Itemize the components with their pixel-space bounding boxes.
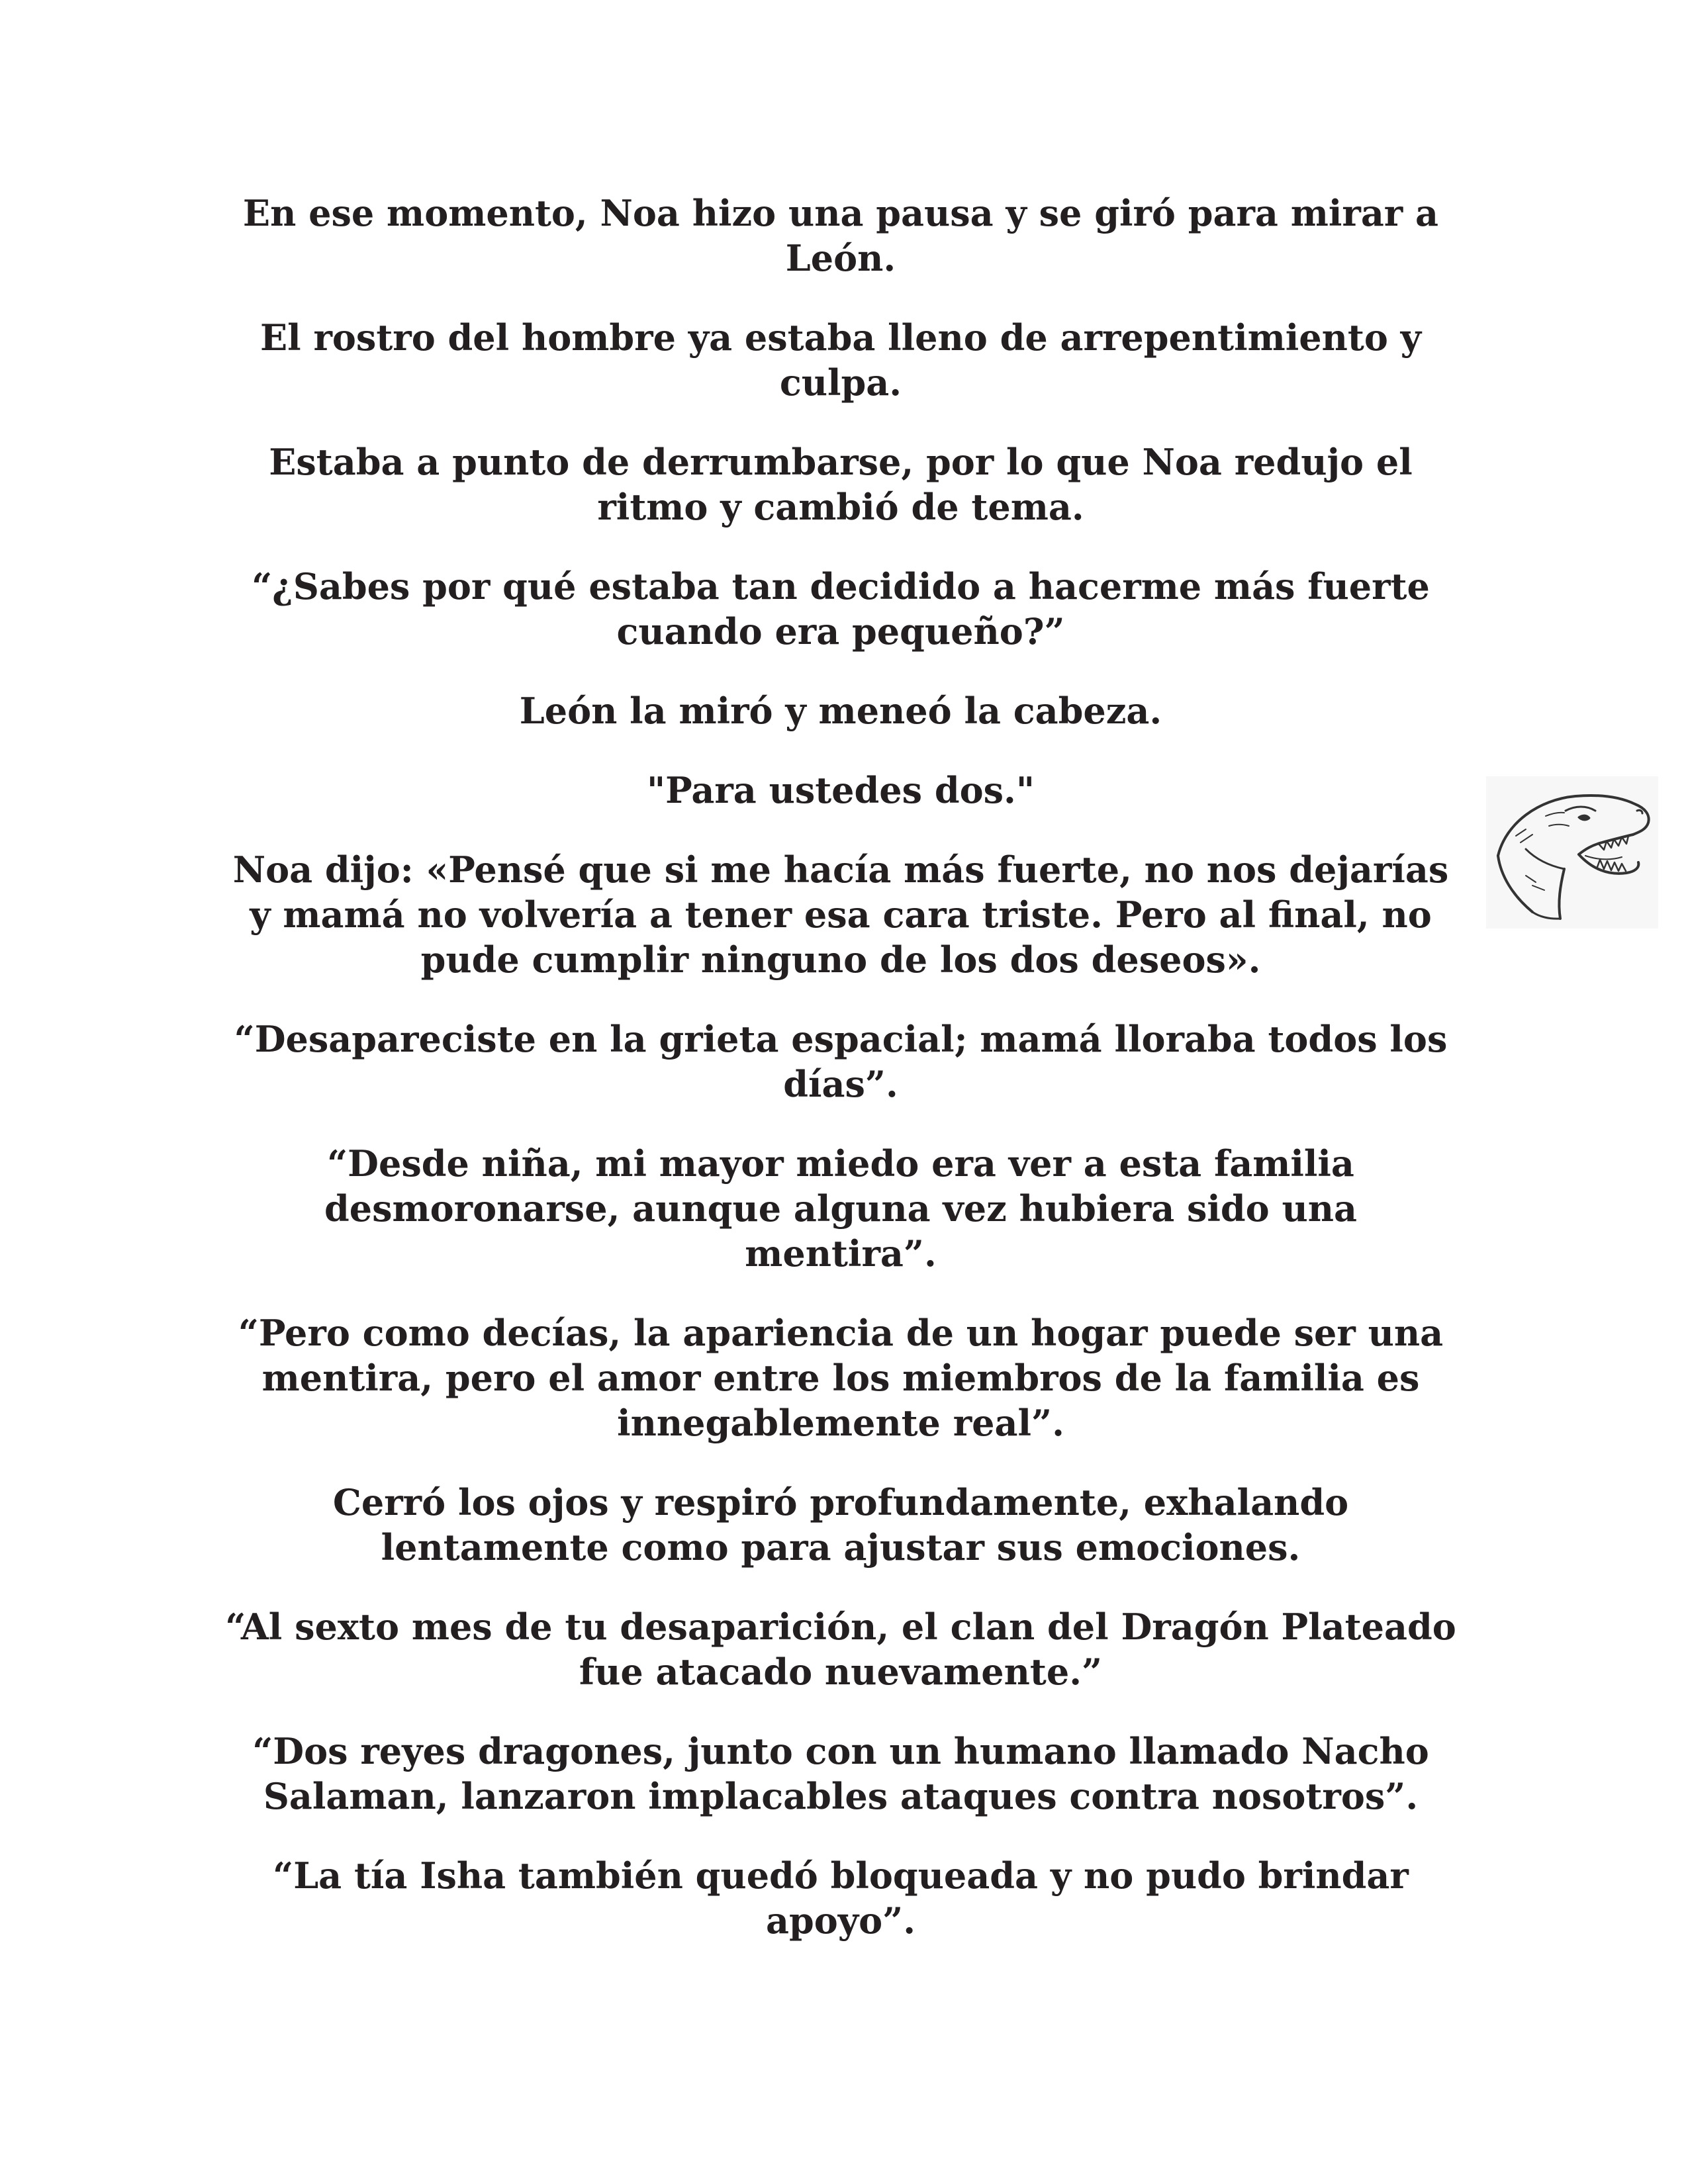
paragraph: “Desapareciste en la grieta espacial; mamá lloraba todos los días”. — [234, 1018, 1448, 1105]
dinosaur-head-sketch-icon — [1486, 776, 1658, 929]
paragraph: “Al sexto mes de tu desaparición, el clan del Dragón Plateado fue atacado nuevamente.” — [225, 1606, 1456, 1693]
story-text — [225, 191, 1456, 1978]
paragraph: “¿Sabes por qué estaba tan decidido a hacerme más fuerte cuando era pequeño?” — [252, 565, 1430, 653]
paragraph: El rostro del hombre ya estaba lleno de arrepentimiento y culpa. — [259, 316, 1422, 404]
paragraph: Noa dijo: «Pensé que si me hacía más fuerte, no nos dejarías y mamá no volvería a tener esa cara triste. Pero al final, no pude cumplir ninguno de los dos deseos». — [232, 848, 1449, 981]
paragraph: “La tía Isha también quedó bloqueada y no pudo brindar apoyo”. — [273, 1854, 1409, 1942]
paragraph: León la miró y meneó la cabeza. — [519, 690, 1162, 732]
paragraph: En ese momento, Noa hizo una pausa y se giró para mirar a León. — [242, 192, 1439, 279]
paragraph: “Dos reyes dragones, junto con un humano llamado Nacho Salaman, lanzaron implacables ataques contra nosotros”. — [252, 1730, 1429, 1817]
paragraph: “Desde niña, mi mayor miedo era ver a esta familia desmoronarse, aunque alguna vez hubiera sido una mentira”. — [324, 1142, 1358, 1275]
paragraph: "Para ustedes dos." — [647, 769, 1035, 811]
paragraph: “Pero como decías, la apariencia de un hogar puede ser una mentira, pero el amor entre los miembros de la familia es innegablemente real”. — [238, 1312, 1444, 1444]
paragraph: Estaba a punto de derrumbarse, por lo que Noa redujo el ritmo y cambió de tema. — [269, 441, 1413, 528]
paragraph: Cerró los ojos y respiró profundamente, exhalando lentamente como para ajustar sus emociones. — [332, 1481, 1349, 1569]
